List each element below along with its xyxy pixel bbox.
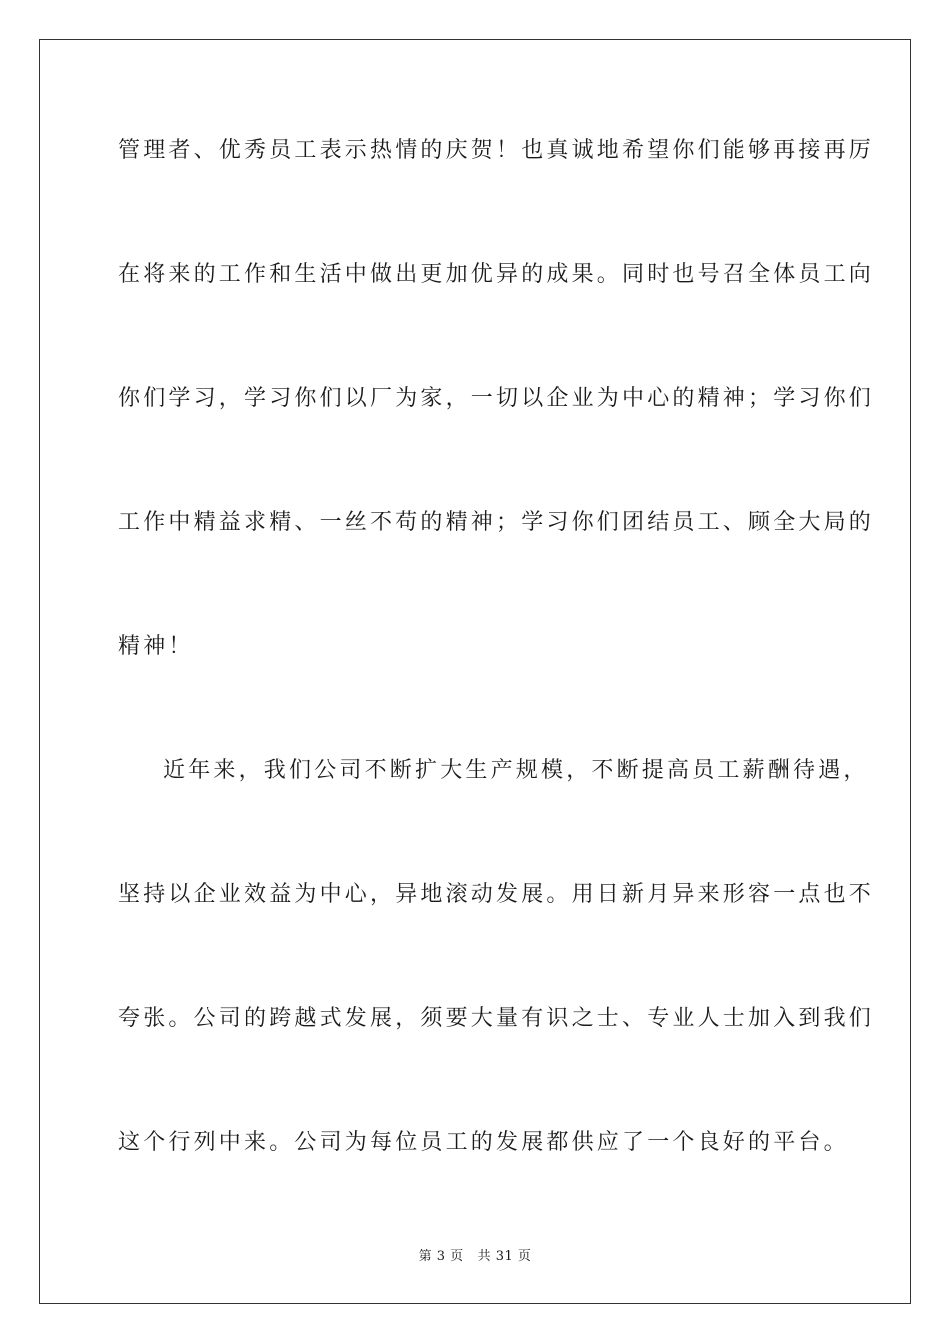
text-line: 坚持以企业效益为中心，异地滚动发展。用日新月异来形容一点也不 bbox=[118, 882, 875, 907]
text-line: 你们学习，学习你们以厂为家，一切以企业为中心的精神；学习你们 bbox=[118, 386, 875, 411]
text-line: 精神！ bbox=[118, 634, 194, 659]
text-line: 管理者、优秀员工表示热情的庆贺！也真诚地希望你们能够再接再厉 bbox=[118, 138, 875, 163]
text-line: 近年来，我们公司不断扩大生产规模，不断提高员工薪酬待遇， bbox=[163, 758, 869, 783]
page-number: 第 3 页 bbox=[418, 1249, 464, 1264]
page-footer bbox=[0, 1248, 950, 1266]
page-border bbox=[39, 39, 911, 1304]
text-line: 这个行列中来。公司为每位员工的发展都供应了一个良好的平台。 bbox=[118, 1130, 849, 1155]
text-line: 夸张。公司的跨越式发展，须要大量有识之士、专业人士加入到我们 bbox=[118, 1006, 875, 1031]
text-line: 工作中精益求精、一丝不苟的精神；学习你们团结员工、顾全大局的 bbox=[118, 510, 875, 535]
page-total: 共 31 页 bbox=[477, 1249, 532, 1264]
text-line: 在将来的工作和生活中做出更加优异的成果。同时也号召全体员工向 bbox=[118, 262, 875, 287]
